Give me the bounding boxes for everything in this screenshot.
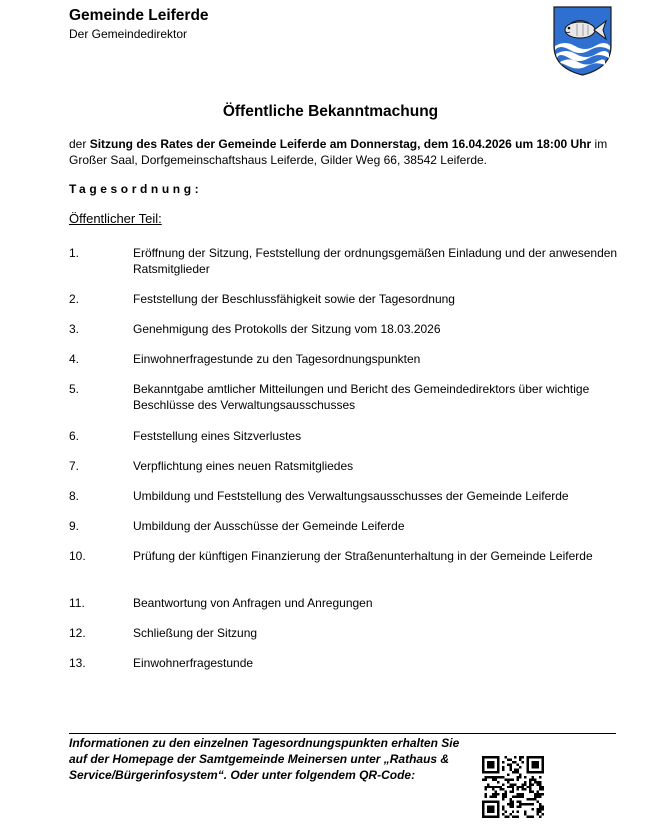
agenda-item-text: Einwohnerfragestunde zu den Tagesordnungspunkten	[133, 352, 421, 366]
agenda-item-number: 3.	[69, 322, 80, 336]
org-name: Gemeinde Leiferde	[69, 7, 209, 24]
footer-info-text: Informationen zu den einzelnen Tagesordnungspunkten erhalten Sie auf der Homepage der Samtgemeinde Meinersen unter „Rathaus & Service/Bürgerinfosystem“. Oder unter folgendem QR-Code:	[69, 736, 460, 782]
agenda-item-text: Schließung der Sitzung	[133, 626, 258, 640]
org-subtitle: Der Gemeindedirektor	[69, 27, 188, 41]
agenda-item-text: Feststellung der Beschlussfähigkeit sowie der Tagesordnung	[133, 292, 455, 306]
agenda-item-number: 9.	[69, 519, 80, 533]
agenda-item-text: Umbildung der Ausschüsse der Gemeinde Leiferde	[133, 519, 405, 533]
agenda-item-number: 10.	[69, 549, 86, 563]
agenda-item-number: 13.	[69, 656, 86, 670]
agenda-item-number: 8.	[69, 489, 80, 503]
agenda-item-text: Prüfung der künftigen Finanzierung der Straßenunterhaltung in der Gemeinde Leiferde	[133, 549, 593, 563]
meeting-intro	[69, 136, 629, 168]
agenda-item-text: Eröffnung der Sitzung, Feststellung der ordnungsgemäßen Einladung und der anwesenden Ratsmitglieder	[133, 246, 618, 276]
agenda-item-text: Bekanntgabe amtlicher Mitteilungen und Bericht des Gemeindedirektors über wichtige Beschlüsse des Verwaltungsausschusses	[133, 382, 590, 412]
page-title: Öffentliche Bekanntmachung	[222, 103, 439, 120]
agenda-item-number: 2.	[69, 292, 80, 306]
agenda-item-text: Umbildung und Feststellung des Verwaltungsausschusses der Gemeinde Leiferde	[133, 489, 569, 503]
coat-of-arms-icon	[553, 6, 612, 76]
intro-meeting-details: Sitzung des Rates der Gemeinde Leiferde am Donnerstag, dem 16.04.2026 um 18:00 Uhr	[89, 137, 592, 151]
agenda-item-number: 5.	[69, 382, 80, 396]
agenda-item-text: Verpflichtung eines neuen Ratsmitgliedes	[133, 459, 354, 473]
footer-divider	[69, 733, 616, 734]
agenda-item-number: 11.	[69, 596, 85, 610]
intro-location: im Großer Saal, Dorfgemeinschaftshaus Leiferde, Gilder Weg 66, 38542 Leiferde.	[69, 137, 608, 167]
agenda-item-number: 4.	[69, 352, 80, 366]
agenda-item-number: 7.	[69, 459, 80, 473]
agenda-heading: Tagesordnung:	[69, 182, 203, 196]
agenda-item-number: 6.	[69, 429, 80, 443]
intro-lead: der	[69, 137, 90, 151]
qr-code-icon[interactable]	[482, 756, 544, 818]
agenda-item-text: Einwohnerfragestunde	[133, 656, 254, 670]
public-section-heading: Öffentlicher Teil:	[69, 211, 162, 226]
agenda-item-text: Beantwortung von Anfragen und Anregungen	[133, 596, 373, 610]
agenda-item-text: Genehmigung des Protokolls der Sitzung vom 18.03.2026	[133, 322, 441, 336]
agenda-item-number: 12.	[69, 626, 86, 640]
agenda-item-number: 1.	[69, 246, 80, 260]
agenda-item-text: Feststellung eines Sitzverlustes	[133, 429, 302, 443]
